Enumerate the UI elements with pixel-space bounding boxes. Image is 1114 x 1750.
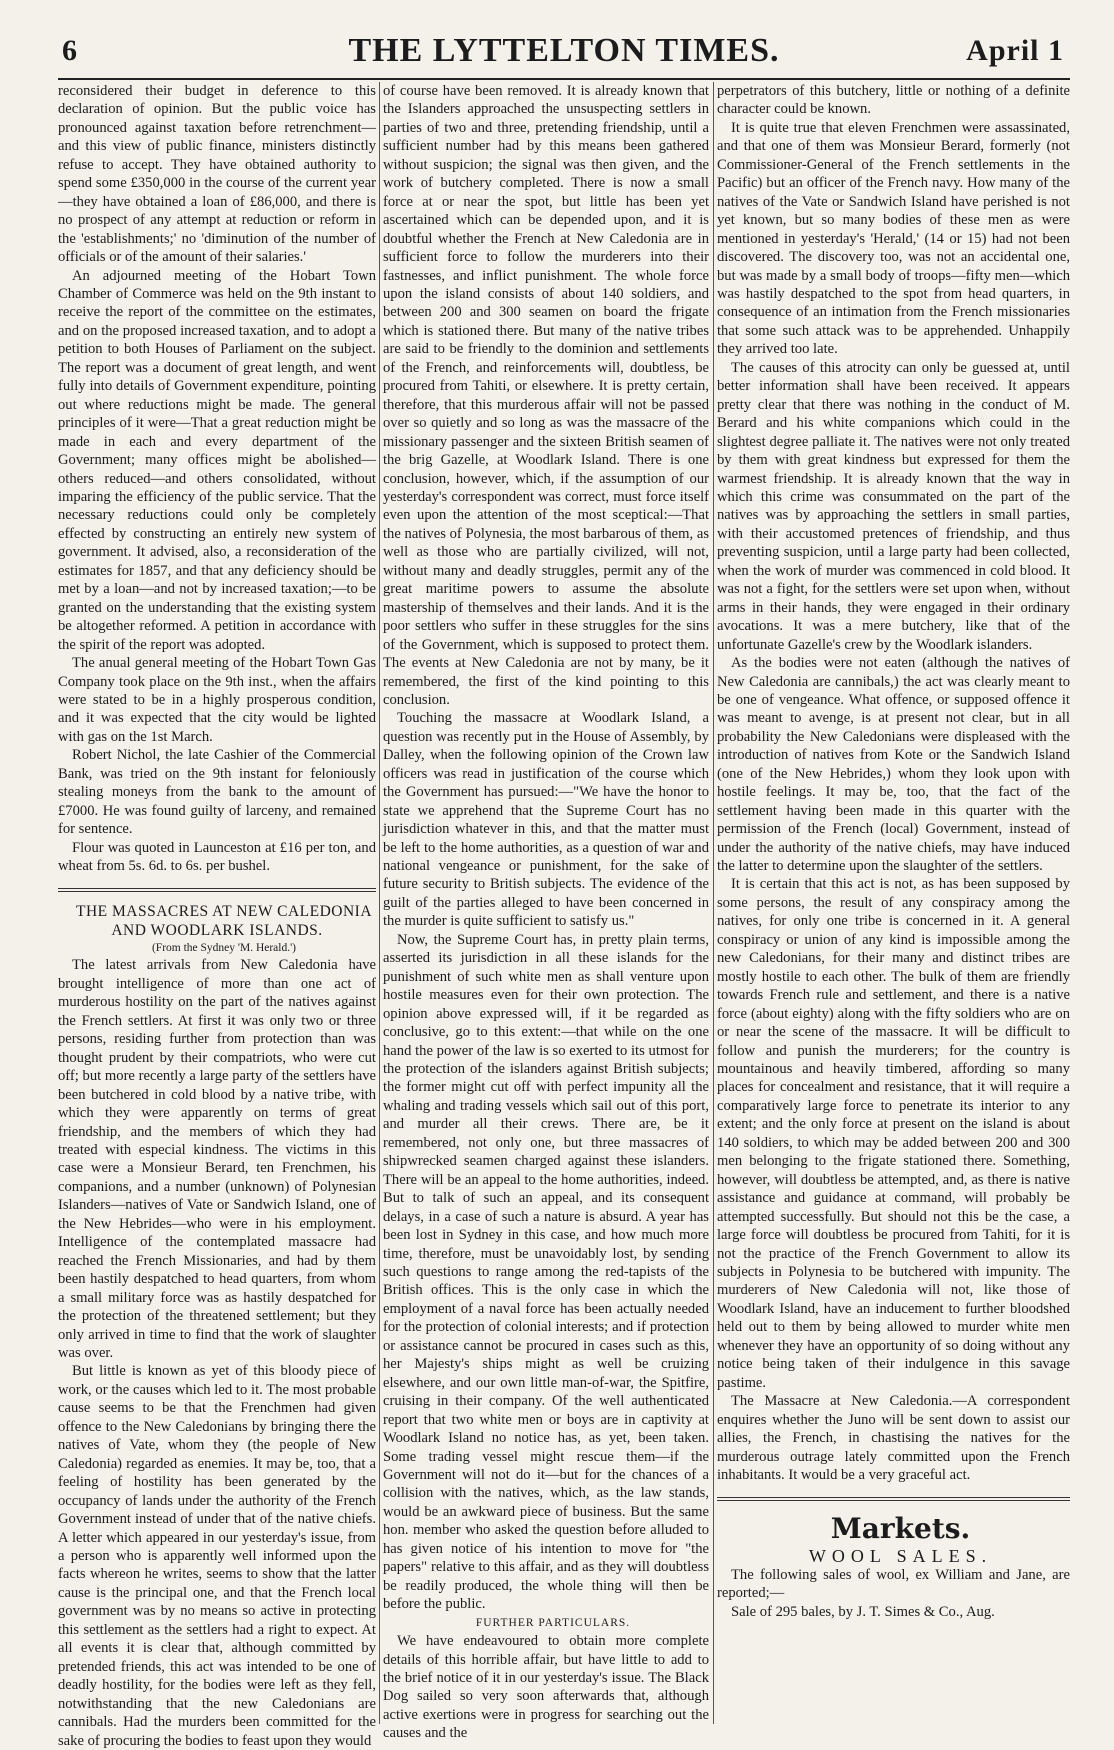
column-1 <box>58 82 376 1749</box>
article-paragraph: But little is known as yet of this bloody piece of work, or the causes which led to it. The most probable cause seems to be that the Frenchmen had given offence to the New Caledonians by bringing there the natives of Vate, whom they (the people of New Caledonia) regarded as enemies. It may be, too, that a feeling of hostility has been generated by the occupancy of lands under the authority of the French Government instead of under that of the native chiefs. A letter which appeared in our yesterday's issue, from a person who is apparently well informed upon the facts whereon he writes, seems to show that the latter cause is the principal one, and that the French local government was by no means so active in protecting this settlement as the settlers had a right to expect. At all events it is clear that, although committed by pretended friends, this act was intended to be one of deadly hostility, for the bodies were left as they fell, notwithstanding that the new Caledonians are cannibals. Had the murders been committed for the sake of procuring the bodies to feast upon they would <box>58 1363 376 1749</box>
column-rule <box>379 82 380 1724</box>
markets-heading: Markets. <box>830 1512 971 1546</box>
column-rule <box>713 82 714 1724</box>
article-paragraph: Touching the massacre at Woodlark Island, a question was recently put in the House of Assembly, by Dalley, when the following opinion of the Crown law officers was read in justification of the course which the Government has pursued:—"We have the honor to state we apprehend that the Supreme Court has no jurisdiction whatever in this, and that the matter must be left to the home authorities, as a question of war and national vengeance or punishment, for the sake of future security to British subjects. The evidence of the guilt of the parties alleged to have been concerned in the murder is quite sufficient to satisfy us." <box>383 710 709 930</box>
article-source: (From the Sydney 'M. Herald.') <box>151 942 297 955</box>
article-paragraph: An adjourned meeting of the Hobart Town Chamber of Commerce was held on the 9th instant to receive the report of the committee on the estimates, and on the proposed increased taxation, and to adopt a petition to both Houses of Parliament on the subject. The report was a document of great length, and went fully into details of Government expenditure, pointing out where reductions might be made. The general principles of it were—That a great reduction might be made in each and every department of the Government; many offices might be abolished—others reduced—and others consolidated, without imparing the efficiency of the public service. That the necessary reductions could only be completely effected by constructing an entirely new system of government. It advised, also, a reconsideration of the estimates for 1857, and that any deficiency should be met by a loan—and not by increased taxation;—to be granted on the understanding that the existing system be altogether reformed. A petition in accordance with the spirit of the report was adopted. <box>58 267 376 653</box>
article-paragraph: The latest arrivals from New Caledonia have brought intelligence of more than one act of murderous hostility on the part of the natives against the French settlers. At first it was only two or three persons, residing further from protection than was thought prudent by their compatriots, who were cut off; but more recently a large party of the settlers have been butchered in cold blood by a native tribe, with which they were apparently on terms of great friendship, and the members of which they had treated with especial kindness. The victims in this case were a Monsieur Berard, ten Frenchmen, his companions, and a number (unknown) of Polynesian Islanders—natives of Vate or Sandwich Island, one of the New Hebrides—who were in his employment. Intelligence of the contemplated massacre had reached the French Missionaries, and had by them been hastily despatched to head quarters, from whom a small military force was as hastily despatched for the protection of the threatened settlement; but they only arrived in time to find that the work of slaughter was over. <box>58 957 376 1361</box>
article-paragraph: Sale of 295 bales, by J. T. Simes & Co., Aug. <box>731 1603 995 1620</box>
article-paragraph: The Massacre at New Caledonia.—A correspondent enquires whether the Juno will be sent down to assist our allies, the French, in chastising the natives for the murderous outrage lately committed upon the French inhabitants. It would be a very graceful act. <box>717 1393 1070 1483</box>
article-paragraph: The causes of this atrocity can only be guessed at, until better information shall have been received. It appears pretty clear that there was nothing in the conduct of M. Berard and his white companions which could in the slightest degree palliate it. The natives were not only treated by them with great kindness but expressed for them the warmest friendship. It is already known that the way in which this crime was consummated on the part of the natives was by approaching the settlers in small parties, with their accustomed pretences of friendship, and thus preventing suspicion, until a large party had been collected, when the work of murder was commenced in cold blood. It was not a fight, for the settlers were set upon when, without arms in their hands, they were engaged in their ordinary avocations. It was a mere butchery, like that of the unfortunate Gazelle's crew by the Woodlark islanders. <box>717 359 1070 653</box>
article-paragraph: It is certain that this act is not, as has been supposed by some persons, the result of any conspiracy among the natives, for only one tribe is concerned in it. A general conspiracy or union of any kind is impossible among the new Caledonians, for their many and distinct tribes are mostly hostile to each other. The bulk of them are friendly towards French rule and settlement, and there is a native force (about eighty) along with the fifty soldiers who are on or near the scene of the massacre. It will be difficult to follow and punish the murderers; for the country is mountainous and heavily timbered, affording so many places for concealment and resistance, that it will require a comparatively large force to penetrate its interior to any extent; and the only force at present on the island is about 140 soldiers, to which may be added between 200 and 300 men belonging to the frigate stationed there. Something, however, will doubtless be attempted, and, as there is native assistance and guidance at command, will probably be attempted successfully. But should not this be the case, a large force will doubtless be procured from Tahiti, for it is not the practice of the French Government to allow its subjects in Polynesia to be butchered with impunity. The murderers of New Caledonia will not, like those of Woodlark Island, have an inducement to further bloodshed held out to them by being allowed to murder white men whenever they have an opportunity of so doing without any notice being taken of their indulgence in this savage pastime. <box>717 876 1070 1391</box>
column-2 <box>383 82 709 1742</box>
article-paragraph: We have endeavoured to obtain more complete details of this horrible affair, but have little to add to the brief notice of it in our yesterday's issue. The Black Dog sailed so very soon afterwards that, although active exertions were in progress for searching out the causes and the <box>383 1633 709 1742</box>
article-paragraph: perpetrators of this butchery, little or nothing of a definite character could be known. <box>717 83 1070 118</box>
column-3 <box>717 82 1070 1724</box>
article-paragraph: The following sales of wool, ex William and Jane, are reported;— <box>717 1566 1070 1602</box>
article-paragraph: The anual general meeting of the Hobart Town Gas Company took place on the 9th inst., when the affairs were stated to be in a highly prosperous condition, and it was expected that the city would be lighted with gas on the 1st March. <box>58 655 376 745</box>
page-number: 6 <box>62 34 77 67</box>
article-paragraph: Robert Nichol, the late Cashier of the Commercial Bank, was tried on the 9th instant for feloniously stealing moneys from the bank to the amount of £7000. He was found guilty of larceny, and remained for sentence. <box>58 747 376 838</box>
article-paragraph: Now, the Supreme Court has, in pretty plain terms, asserted its jurisdiction in all these islands for the punishment of such white men as shall venture upon hostile measures even for their own protection. The opinion above expressed will, if it be regarded as conclusive, go to this extent:—that while on the one hand the power of the law is so exerted to its utmost for the protection of the islanders against British subjects; the former might cut off with perfect impunity all the whaling and trading vessels which sail out of this port, and murder all their crews. There are, be it remembered, not only one, but three massacres of shipwrecked seamen charged against these islanders. There will be an appeal to the home authorities, indeed. But to talk of such an appeal, and its consequent delays, in a case of such a nature is absurd. A year has been lost in Sydney in this case, and how much more time, therefore, must be unavoidably lost, by sending such questions to range among the red-tapists of the British offices. This is the only case in which the employment of a naval force has been actually needed for the protection of colonial interests; and if protection or assistance cannot be procured in cases such as this, her Majesty's ships might as well be cruizing elsewhere, and our own little man-of-war, the Spitfire, cruising in their company. Of the well authenticated report that two white men or boys are in captivity at Woodlark Island no notice has, as yet, been taken. Some trading vessel might rescue them—if the Government will not do it—but for the chances of a collision with the natives, which, as the law stands, would be an awkward piece of business. But the same hon. member who asked the question before alluded to has given notice of his intention to move for "the papers" relative to this affair, and as they will doubtless be readily produced, the whole thing will then be before the public. <box>383 931 709 1613</box>
article-headline: THE MASSACRES AT NEW CALEDONIA AND WOODLARK ISLANDS. <box>75 903 373 940</box>
section-divider <box>58 888 376 892</box>
article-paragraph: As the bodies were not eaten (although the natives of New Caledonia are cannibals,) the act was clearly meant to be one of vengeance. What offence, or supposed offence it was meant to avenge, is at present not clear, but in all probability the New Caledonians were displeased with the introduction of natives from Kote or the Sandwich Island (one of the New Hebrides,) whom they look upon with hostile feelings. It may be, too, that the fact of the settlement having been made in this quarter with the permission of the French (local) Government, instead of under the authority of the native chiefs, may have induced the latter to determine upon the slaughter of the settlers. <box>717 655 1070 875</box>
wool-sales-heading: WOOL SALES. <box>808 1546 993 1567</box>
article-paragraph: It is quite true that eleven Frenchmen were assassinated, and that one of them was Monsieur Berard, formerly (not Commissioner-General of the French settlements in the Pacific) but an officer of the French navy. How many of the natives of the Vate or Sandwich Island have perished is not yet known, but so many bodies of these men as were mentioned in yesterday's 'Herald,' (14 or 15) had not been discovered. The discovery too, was not an accidental one, but was made by a small body of troops—fifty men—which was hastily despatched to the spot from head quarters, in consequence of an intimation from the French missionaries that some such attack was to be apprehended. Unhappily they arrived too late. <box>717 119 1070 358</box>
article-paragraph: reconsidered their budget in deference to this declaration of opinion. But the public voice has pronounced against taxation before retrenchment—and this view of public finance, ministers distinctly refuse to accept. They have obtained authority to spend some £350,000 in the course of the current year—they have obtained a loan of £86,000, and there is no prospect of any attempt at reduction or reform in the 'establishments;' no 'diminution of the number of officials or of the amount of their salaries.' <box>58 83 376 266</box>
issue-date: April 1 <box>966 34 1064 67</box>
subheading: FURTHER PARTICULARS. <box>475 1616 631 1629</box>
section-divider <box>717 1497 1070 1501</box>
article-paragraph: Flour was quoted in Launceston at £16 per ton, and wheat from 5s. 6d. to 6s. per bushel. <box>58 839 376 875</box>
article-paragraph: of course have been removed. It is already known that the Islanders approached the unsuspecting settlers in parties of two and three, pretending friendship, until a sufficient number had by this means been gathered without suspicion; the signal was then given, and the work of butchery completed. There is now a small force at or near the spot, but little has been yet ascertained which can be depended upon, and it is doubtful whether the French at New Caledonia are in sufficient force to follow the murderers into their fastnesses, and inflict punishment. The whole force upon the island consists of about 140 soldiers, and between 200 and 300 seamen on board the frigate which is stationed there. But many of the native tribes are said to be friendly to the dominion and settlements of the French, and reinforcements will, doubtless, be procured from Tahiti, or elsewhere. It is pretty certain, therefore, that this murderous affair will not be passed over so quietly and so long as was the massacre of the missionary passenger and the sixteen British seamen of the brig Gazelle, at Woodlark Island. There is one conclusion, however, which, if the assumption of our yesterday's correspondent was correct, must force itself even upon the attention of the most sceptical:—That the natives of Polynesia, the most barbarous of them, as well as those who are partially civilized, will not, without many and deadly struggles, permit any of the great maritime powers to assume the absolute mastership of themselves and their lands. And it is the poor settlers who suffer in these struggles for the sins of the Government, which is supposed to protect them. The events at New Caledonia are not by many, be it remembered, the first of the kind pointing to this conclusion. <box>383 83 709 708</box>
masthead <box>58 30 1070 80</box>
newspaper-title: THE LYTTELTON TIMES. <box>348 32 780 69</box>
